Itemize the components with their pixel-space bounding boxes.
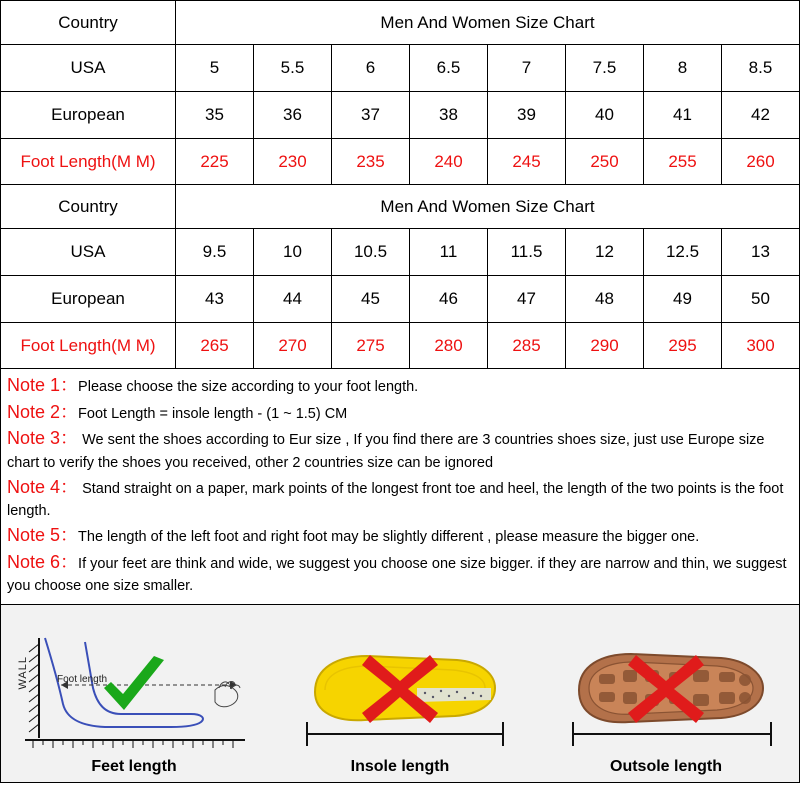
cell-value: 255	[644, 139, 722, 185]
table-title: Men And Women Size Chart	[176, 185, 800, 229]
wall-label: WALL	[17, 656, 29, 690]
cell-value: 41	[644, 92, 722, 139]
cell-value: 265	[176, 323, 254, 369]
cell-value: 47	[488, 276, 566, 323]
note-label: Note 4：	[7, 476, 79, 497]
cell-value: 6	[332, 45, 410, 92]
table-row	[1, 229, 800, 276]
cell-value: 42	[722, 92, 800, 139]
cell-value: 38	[410, 92, 488, 139]
figure-caption: Insole length	[350, 758, 450, 776]
row-label: European	[1, 92, 176, 139]
row-label: European	[1, 276, 176, 323]
table-title: Men And Women Size Chart	[176, 1, 800, 45]
cell-value: 5	[176, 45, 254, 92]
note-text: We sent the shoes according to Eur size , If you find there are 3 countries shoes size, just use Europe size chart to verify the shoes you received, other 2 countries size can be ignored	[7, 432, 765, 471]
note-text: Foot Length = insole length - (1 ~ 1.5) CM	[78, 405, 348, 422]
cell-value: 45	[332, 276, 410, 323]
cell-value: 36	[254, 92, 332, 139]
cell-value: 245	[488, 139, 566, 185]
cell-value: 230	[254, 139, 332, 185]
note-label: Note 2：	[7, 401, 79, 422]
table-row	[1, 276, 800, 323]
cell-value: 35	[176, 92, 254, 139]
row-label: USA	[1, 45, 176, 92]
cell-value: 48	[566, 276, 644, 323]
note-item	[7, 523, 793, 549]
table-row	[1, 323, 800, 369]
note-item	[7, 426, 793, 474]
cross-icon	[360, 651, 440, 727]
cell-value: 280	[410, 323, 488, 369]
cell-value: 37	[332, 92, 410, 139]
row-label: USA	[1, 229, 176, 276]
cell-value: 5.5	[254, 45, 332, 92]
figure-caption: Outsole length	[610, 758, 722, 776]
note-text: Please choose the size according to your foot length.	[78, 379, 419, 395]
cell-value: 12	[566, 229, 644, 276]
row-label: Country	[1, 1, 176, 45]
table-row	[1, 92, 800, 139]
foot-length-label: Foot length	[57, 674, 108, 686]
note-item	[7, 373, 793, 399]
cell-value: 8	[644, 45, 722, 92]
note-label: Note 3：	[7, 428, 79, 449]
cell-value: 39	[488, 92, 566, 139]
table-row	[1, 1, 800, 45]
cell-value: 225	[176, 139, 254, 185]
size-chart-table-1	[0, 0, 800, 185]
table-row	[1, 139, 800, 185]
cell-value: 11	[410, 229, 488, 276]
cross-icon	[626, 651, 706, 727]
cell-value: 13	[722, 229, 800, 276]
cell-value: 235	[332, 139, 410, 185]
row-label: Foot Length(M M)	[1, 323, 176, 369]
figure-art	[533, 630, 799, 758]
cell-value: 300	[722, 323, 800, 369]
figure-art	[1, 630, 267, 758]
cell-value: 10.5	[332, 229, 410, 276]
cell-value: 295	[644, 323, 722, 369]
size-chart-table-2	[0, 184, 800, 369]
cell-value: 6.5	[410, 45, 488, 92]
measurement-figures	[0, 605, 800, 783]
check-icon	[96, 654, 172, 724]
cell-value: 240	[410, 139, 488, 185]
notes-section	[0, 369, 800, 605]
cell-value: 43	[176, 276, 254, 323]
cell-value: 250	[566, 139, 644, 185]
row-label: Country	[1, 185, 176, 229]
cell-value: 49	[644, 276, 722, 323]
note-text: The length of the left foot and right foot may be slightly different , please measure the bigger one.	[78, 529, 700, 546]
note-item	[7, 475, 793, 523]
cell-value: 7	[488, 45, 566, 92]
row-label: Foot Length(M M)	[1, 139, 176, 185]
cell-value: 270	[254, 323, 332, 369]
note-text: If your feet are think and wide, we suggest you choose one size bigger. if they are narrow and thin, we suggest you choose one size smaller.	[7, 555, 787, 595]
note-label: Note 6：	[7, 551, 79, 572]
cell-value: 10	[254, 229, 332, 276]
cell-value: 12.5	[644, 229, 722, 276]
cell-value: 7.5	[566, 45, 644, 92]
note-label: Note 5：	[7, 525, 79, 546]
cell-value: 9.5	[176, 229, 254, 276]
cell-value: 290	[566, 323, 644, 369]
note-label: Note 1：	[7, 375, 79, 395]
figure-art	[267, 630, 533, 758]
cell-value: 50	[722, 276, 800, 323]
cell-value: 260	[722, 139, 800, 185]
cell-value: 285	[488, 323, 566, 369]
note-item	[7, 550, 793, 598]
figure-feet-length	[1, 605, 267, 782]
note-text: Stand straight on a paper, mark points of the longest front toe and heel, the length of the two points is the foot length.	[7, 480, 784, 520]
table-row	[1, 45, 800, 92]
table-row	[1, 185, 800, 229]
figure-outsole-length	[533, 605, 799, 782]
cell-value: 40	[566, 92, 644, 139]
cell-value: 44	[254, 276, 332, 323]
cell-value: 11.5	[488, 229, 566, 276]
note-item	[7, 400, 793, 426]
cell-value: 46	[410, 276, 488, 323]
figure-insole-length	[267, 605, 533, 782]
cell-value: 8.5	[722, 45, 800, 92]
figure-caption: Feet length	[91, 758, 177, 776]
cell-value: 275	[332, 323, 410, 369]
